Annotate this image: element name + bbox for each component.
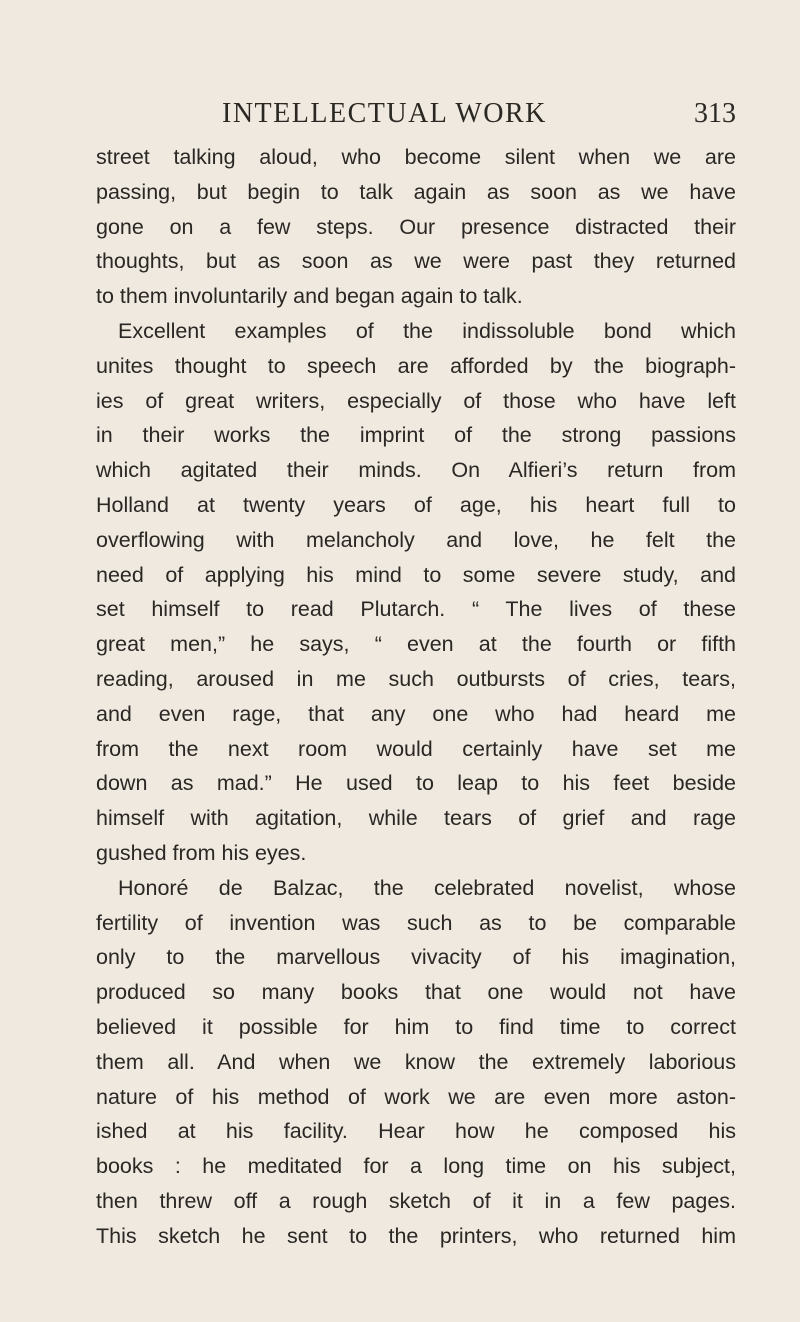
text-line: them all. And when we know the extremely laborious: [96, 1049, 736, 1074]
running-head: [96, 94, 736, 134]
page-number: 313: [694, 98, 736, 129]
text-line: unites thought to speech are afforded by the biograph-: [96, 353, 736, 378]
text-line: great men,” he says, “ even at the fourth or fifth: [96, 632, 736, 657]
text-line: set himself to read Plutarch. “ The lives of these: [96, 597, 736, 622]
text-line: gushed from his eyes.: [96, 840, 307, 865]
text-line: ished at his facility. Hear how he composed his: [96, 1119, 736, 1144]
text-line: produced so many books that one would not have: [96, 980, 736, 1005]
text-line: thoughts, but as soon as we were past they returned: [96, 249, 736, 274]
text-line: Excellent examples of the indissoluble bond which: [118, 318, 736, 343]
text-line: street talking aloud, who become silent when we are: [96, 145, 736, 169]
text-line: himself with agitation, while tears of grief and rage: [96, 806, 736, 831]
text-line: and even rage, that any one who had heard me: [96, 701, 736, 726]
text-line: down as mad.” He used to leap to his feet beside: [96, 771, 736, 796]
text-line: passing, but begin to talk again as soon as we have: [96, 179, 736, 204]
text-line: reading, aroused in me such outbursts of cries, tears,: [96, 666, 736, 691]
text-line: from the next room would certainly have set me: [96, 736, 736, 761]
text-line: ies of great writers, especially of those who have left: [96, 388, 736, 413]
body-text: [96, 140, 736, 1254]
text-line: then threw off a rough sketch of it in a few pages.: [96, 1188, 736, 1213]
text-line: to them involuntarily and began again to talk.: [96, 284, 523, 309]
text-line: books : he meditated for a long time on his subject,: [96, 1154, 736, 1179]
text-line: in their works the imprint of the strong passions: [96, 423, 736, 448]
text-line: believed it possible for him to find time to correct: [96, 1014, 736, 1039]
text-line: gone on a few steps. Our presence distracted their: [96, 214, 736, 239]
text-line: fertility of invention was such as to be comparable: [96, 910, 736, 935]
text-line: need of applying his mind to some severe study, and: [96, 562, 736, 587]
text-line: which agitated their minds. On Alfieri’s return from: [96, 458, 736, 483]
text-line: overflowing with melancholy and love, he felt the: [96, 527, 736, 552]
text-line: This sketch he sent to the printers, who returned him: [96, 1223, 736, 1248]
running-title: INTELLECTUAL WORK: [222, 98, 547, 129]
text-line: only to the marvellous vivacity of his imagination,: [96, 945, 736, 970]
text-line: Holland at twenty years of age, his heart full to: [96, 492, 736, 517]
text-line: nature of his method of work we are even more aston-: [96, 1084, 736, 1109]
text-line: Honoré de Balzac, the celebrated novelist, whose: [118, 875, 736, 900]
